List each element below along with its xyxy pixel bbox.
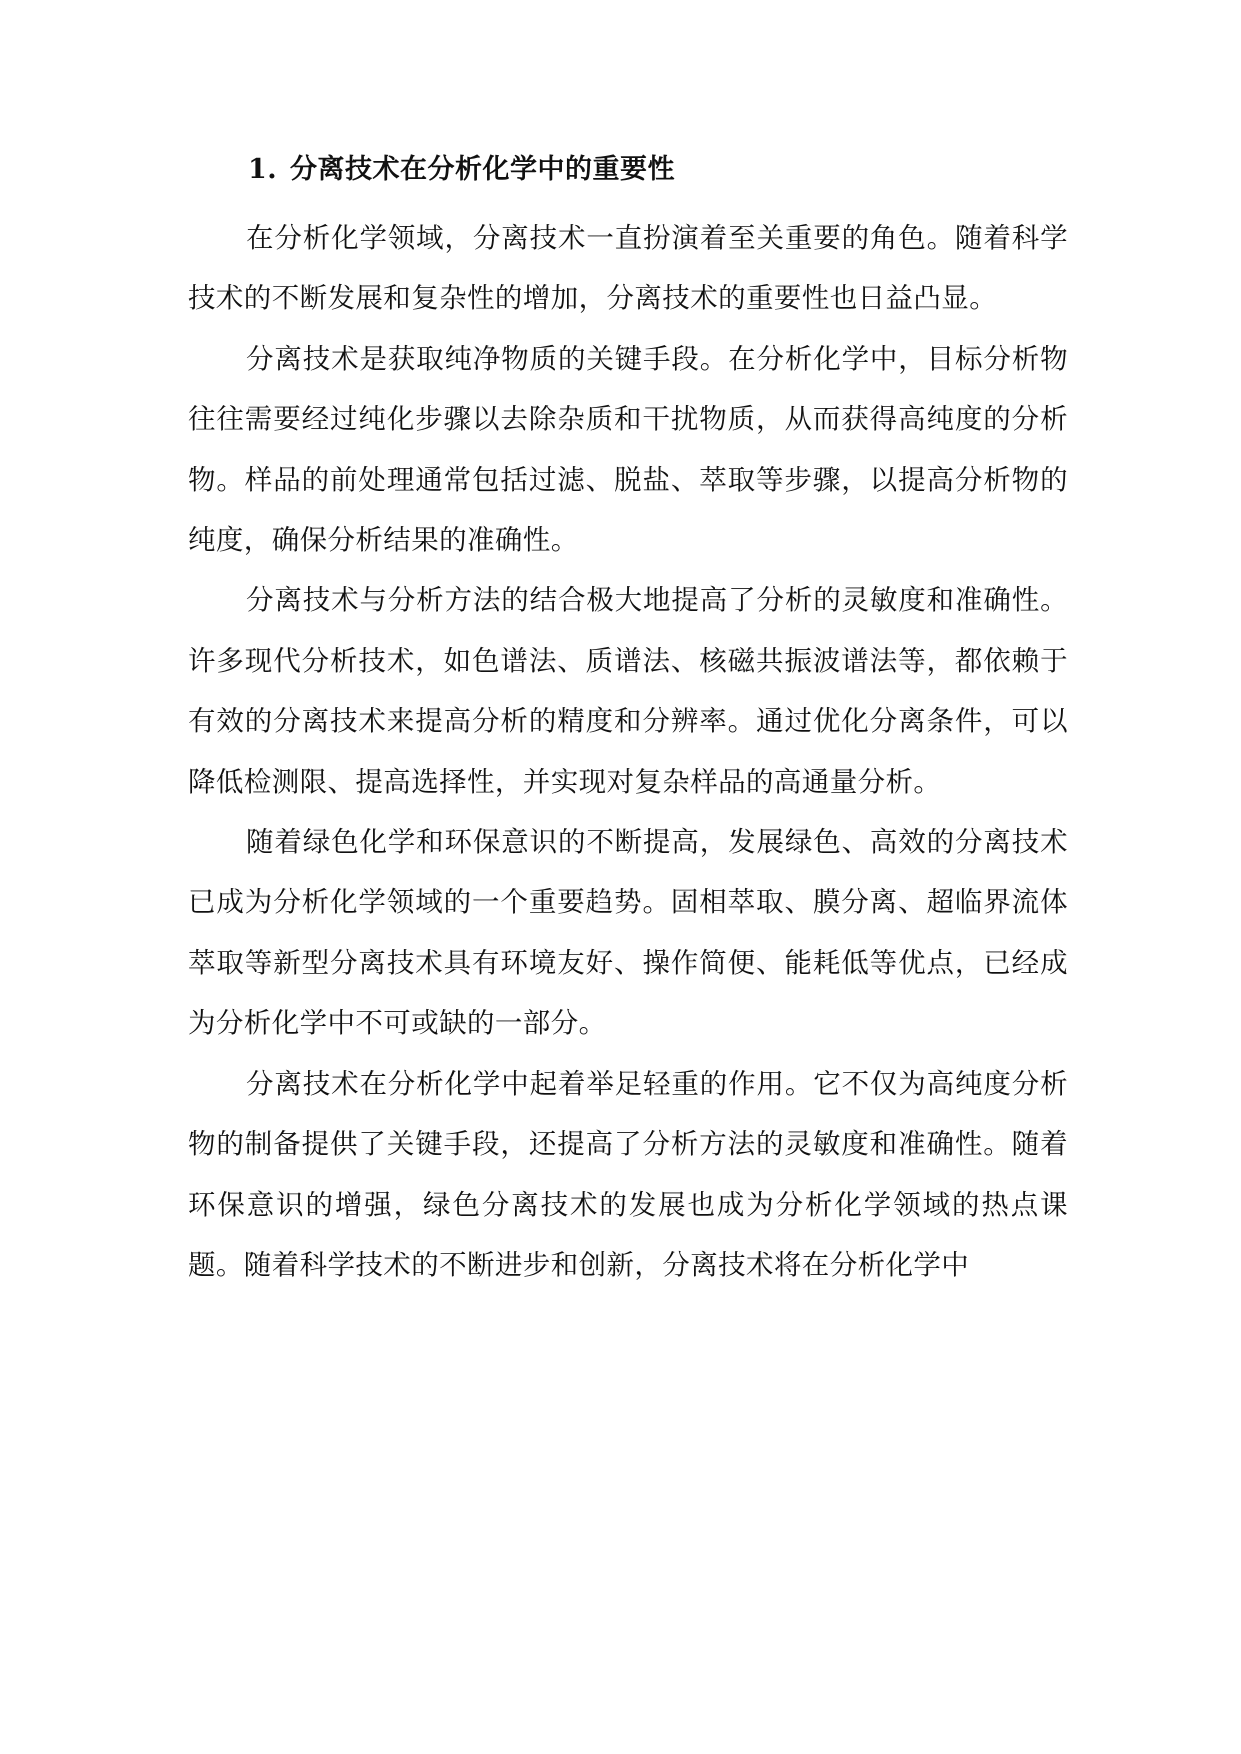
- paragraph-3: 分离技术与分析方法的结合极大地提高了分析的灵敏度和准确性。许多现代分析技术，如色谱法、质谱法、核磁共振波谱法等，都依赖于有效的分离技术来提高分析的精度和分辨率。通过优化分离条件，可以降低检测限、提高选择性，并实现对复杂样品的高通量分析。: [188, 584, 1068, 798]
- section-number: 1.: [248, 154, 278, 185]
- paragraph-5: 分离技术在分析化学中起着举足轻重的作用。它不仅为高纯度分析物的制备提供了关键手段，还提高了分析方法的灵敏度和准确性。随着环保意识的增强，绿色分离技术的发展也成为分析化学领域的热点课题。随着科学技术的不断进步和创新，分离技术将在分析化学中: [188, 1067, 1068, 1281]
- paragraph-2: 分离技术是获取纯净物质的关键手段。在分析化学中，目标分析物往往需要经过纯化步骤以去除杂质和干扰物质，从而获得高纯度的分析物。样品的前处理通常包括过滤、脱盐、萃取等步骤，以提高分析物的纯度，确保分析结果的准确性。: [188, 342, 1068, 557]
- section-title: 分离技术在分析化学中的重要性: [290, 154, 675, 185]
- document-page: [188, 140, 1068, 1295]
- section-heading: [188, 140, 1068, 200]
- paragraph-4: 随着绿色化学和环保意识的不断提高，发展绿色、高效的分离技术已成为分析化学领域的一个重要趋势。固相萃取、膜分离、超临界流体萃取等新型分离技术具有环境友好、操作简便、能耗低等优点，已经成为分析化学中不可或缺的一部分。: [188, 826, 1068, 1040]
- paragraph-1: 在分析化学领域，分离技术一直扮演着至关重要的角色。随着科学技术的不断发展和复杂性的增加，分离技术的重要性也日益凸显。: [188, 222, 1068, 315]
